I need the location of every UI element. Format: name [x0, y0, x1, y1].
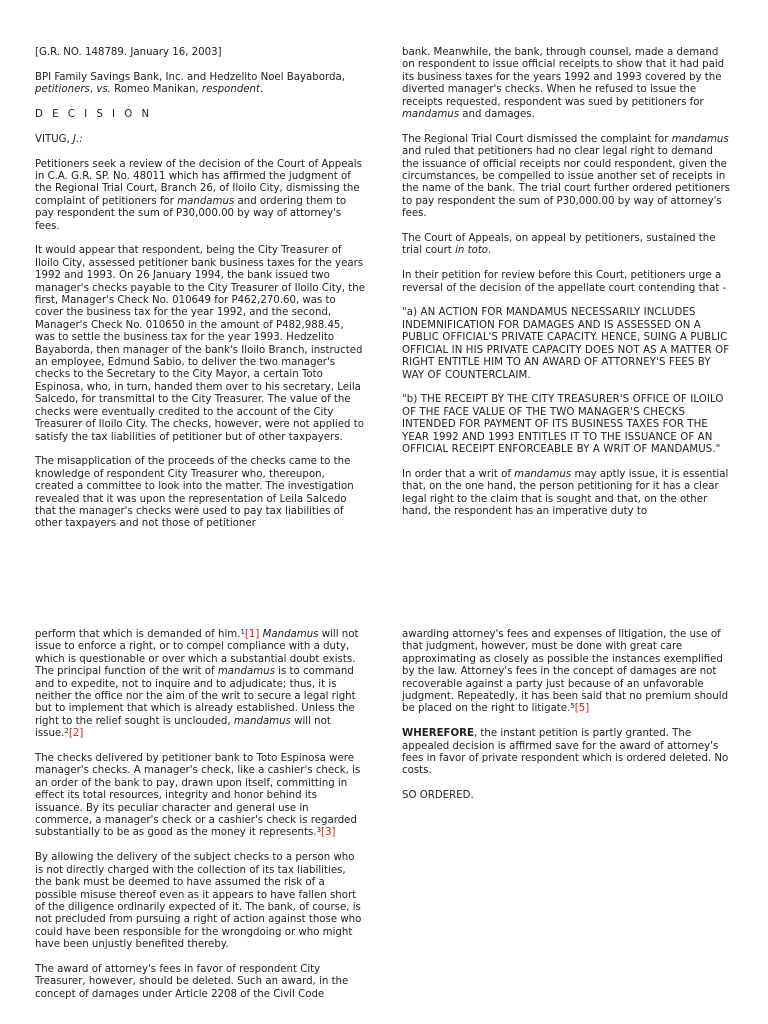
paragraph: bank. Meanwhile, the bank, through counsel, made a demand on respondent to issue official receipts to show that it had paid its business taxes for the years 1992 and 1993 covered by the diverted manager's checks. When he refused to issue the receipts requested, respondent was sued by petitioners for mandamus and damages. — [402, 47, 725, 121]
paragraph: By allowing the delivery of the subject checks to a person who is not directly charged with the collection of its tax liabilities, the bank must be deemed to have assumed the risk of a possible misuse thereof even as it appears to have fallen short of the diligence ordinarily expected of it. The bank, of course, is not precluded from pursuing a right of action against those who could have been responsible for the wrongdoing or who might have been unjustly benefited thereby. — [35, 852, 362, 951]
paragraph: The Regional Trial Court dismissed the complaint for mandamus and ruled that petitioners had no clear legal right to demand the issuance of official receipts nor could respondent, given the circumstances, be compelled to issue another set of receipts in the name of the bank. The trial court further ordered petitioners to pay respondent the sum of P30,000.00 by way of attorney's fees. — [402, 133, 730, 220]
footnote-link-1[interactable]: [1] — [244, 629, 260, 640]
parties: BPI Family Savings Bank, Inc. and Hedzelito Noel Bayaborda, petitioners, vs. Romeo Manikan, respondent. — [35, 71, 345, 96]
case-header: [G.R. NO. 148789. January 16, 2003] — [35, 47, 222, 58]
paragraph: In their petition for review before this Court, petitioners urge a reversal of the decision of the appellate court contending that - — [402, 270, 727, 294]
decision-heading: D E C I S I O N — [35, 109, 153, 120]
paragraph: In order that a writ of mandamus may aptly issue, it is essential that, on the one hand, the person petitioning for it has a clear legal right to the claim that is sought and that, on the other hand, the respondent has an imperative duty to — [402, 468, 729, 517]
page1-right-column — [402, 47, 732, 531]
paragraph: The Court of Appeals, on appeal by petitioners, sustained the trial court in toto. — [402, 233, 716, 257]
paragraph: The misapplication of the proceeds of the checks came to the knowledge of respondent City Treasurer who, thereupon, created a committee to look into the matter. The investigation revealed that it was upon the representation of Leila Salcedo that the manager's checks were used to pay tax liabilities of other taxpayers and not those of petitioner — [35, 456, 354, 530]
page2-left-column — [35, 629, 365, 1014]
quoted-assignment-a: "a) AN ACTION FOR MANDAMUS NECESSARILY INCLUDES INDEMNIFICATION FOR DAMAGES AND IS ASSESSED ON A PUBLIC OFFICIAL'S PRIVATE CAPACITY. HENCE, SUING A PUBLIC OFFICIAL IN HIS PRIVATE CAPACITY DOES NOT AS A MATTER OF RIGHT ENTITLE HIM TO AN AWARD OF ATTORNEY'S FEES BY WAY OF COUNTERCLAIM. — [402, 307, 730, 381]
paragraph: The award of attorney's fees in favor of respondent City Treasurer, however, should be deleted. Such an award, in the concept of damages under Article 2208 of the Civil Code — [35, 963, 349, 1000]
footnote-link-2[interactable]: [2] — [68, 728, 84, 740]
dispositive-paragraph: WHEREFORE, the instant petition is partly granted. The appealed decision is affirmed save for the award of attorney's fees in favor of private respondent which is ordered deleted. No costs. — [402, 728, 729, 777]
paragraph: It would appear that respondent, being the City Treasurer of Iloilo City, assessed petitioner bank business taxes for the years 1992 and 1993. On 26 January 1994, the bank issued two manager's checks payable to the City Treasurer of Iloilo City, the first, Manager's Check No. 010649 for P462,270.60, was to cover the business tax for the year 1992, and the second, Manager's Check No. 010650 in the amount of P482,988.45, was to settle the business tax for the year 1993. Hedzelito Bayaborda, then manager of the bank's Iloilo Branch, instructed an employee, Edmund Sabio, to deliver the two manager's checks to the Secretary to the City Mayor, a certain Toto Espinosa, who, in turn, handed them over to his secretary, Leila Salcedo, for transmittal to the City Treasurer. The value of the checks were eventually credited to the account of the City Treasurer of Iloilo City. The checks, however, were not applied to satisfy the tax liabilities of petitioner but of other taxpayers. — [35, 245, 365, 443]
page1-left-column — [35, 47, 365, 543]
so-ordered: SO ORDERED. — [402, 790, 474, 802]
quoted-assignment-b: "b) THE RECEIPT BY THE CITY TREASURER'S OFFICE OF ILOILO OF THE FACE VALUE OF THE TWO MANAGER'S CHECKS INTENDED FOR PAYMENT OF ITS BUSINESS TAXES FOR THE YEAR 1992 AND 1993 ENTITLES IT TO THE ISSUANCE OF AN OFFICIAL RECEIPT ENFORCEABLE BY A WRIT OF MANDAMUS." — [402, 394, 724, 455]
paragraph: awarding attorney's fees and expenses of litigation, the use of that judgment, however, must be done with great care approximating as closely as possible the instances exemplified by the law. Attorney's fees in the concept of damages are not recoverable against a party just because of an unfavorable judgment. Repeatedly, it has been said that no premium should be placed on the right to litigate.$^5$[5] — [402, 629, 729, 715]
ponente: VITUG, J.: — [35, 133, 83, 145]
paragraph: perform that which is demanded of him.$^1$[1] Mandamus will not issue to enforce a right, or to compel compliance with a duty, which is questionable or over which a substantial doubt exists. The principal function of the writ of mandamus is to command and to expedite, not to inquire and to adjudicate; thus, it is neither the office nor the aim of the writ to secure a legal right but to implement that which is already established. Unless the right to the relief sought is unclouded, mandamus will not issue.$^2$[2] — [35, 628, 359, 740]
paragraph: The checks delivered by petitioner bank to Toto Espinosa were manager's checks. A manager's check, like a cashier's check, is an order of the bank to pay, drawn upon itself, committing in effect its total resources, integrity and honor behind its issuance. By its peculiar character and general use in commerce, a manager's check or a cashier's check is regarded substantially to be as good as the money it represents.$^3$[3] — [35, 753, 361, 839]
footnote-link-3[interactable]: [3] — [321, 827, 336, 839]
page2-right-column — [402, 629, 732, 815]
footnote-link-5[interactable]: [5] — [574, 703, 590, 715]
paragraph: Petitioners seek a review of the decision of the Court of Appeals in C.A. G.R. SP. No. 48011 which has affirmed the judgment of the Regional Trial Court, Branch 26, of Iloilo City, dismissing the complaint of petitioners for mandamus and ordering them to pay respondent the sum of P30,000.00 by way of attorney's fees. — [35, 158, 362, 232]
